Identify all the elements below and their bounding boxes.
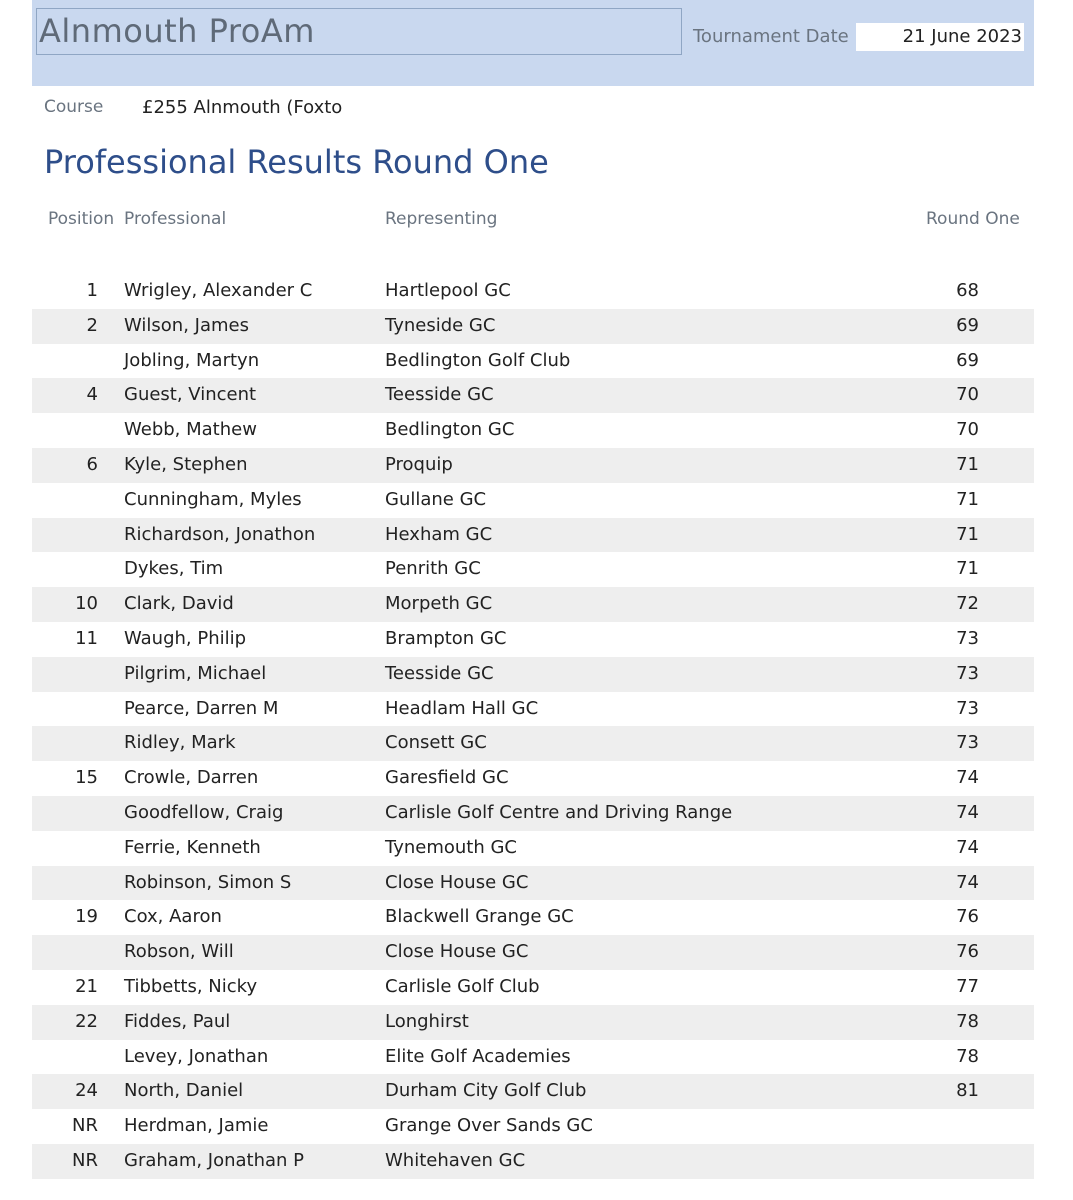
professional-cell: North, Daniel	[124, 1080, 244, 1102]
professional-cell: Webb, Mathew	[124, 419, 257, 441]
round-one-score-cell: 72	[956, 593, 979, 615]
representing-cell: Brampton GC	[385, 627, 507, 649]
round-one-score-cell: 69	[956, 314, 979, 336]
tournament-date-label: Tournament Date	[693, 26, 849, 47]
table-row	[32, 692, 1034, 727]
round-one-score-cell: 81	[956, 1080, 979, 1102]
representing-cell: Elite Golf Academies	[385, 1045, 571, 1067]
professional-cell: Levey, Jonathan	[124, 1045, 269, 1067]
position-cell: 22	[75, 1010, 98, 1032]
representing-cell: Hexham GC	[385, 523, 493, 545]
representing-cell: Penrith GC	[385, 558, 481, 580]
round-one-score-cell: 70	[956, 384, 979, 406]
professional-cell: Cox, Aaron	[124, 906, 222, 928]
table-row	[32, 552, 1034, 587]
representing-cell: Carlisle Golf Centre and Driving Range	[385, 801, 733, 823]
representing-cell: Durham City Golf Club	[385, 1080, 587, 1102]
position-cell: 19	[75, 906, 98, 928]
table-row	[32, 622, 1034, 657]
professional-cell: Kyle, Stephen	[124, 453, 248, 475]
position-cell: 21	[75, 975, 98, 997]
table-row	[32, 726, 1034, 761]
table-row	[32, 587, 1034, 622]
table-row	[32, 796, 1034, 831]
position-cell: NR	[72, 1149, 98, 1171]
representing-cell: Morpeth GC	[385, 593, 493, 615]
course-field[interactable]: £255 Alnmouth (Foxto	[142, 97, 343, 118]
table-row	[32, 831, 1034, 866]
round-one-score-cell: 73	[956, 697, 979, 719]
representing-cell: Garesfield GC	[385, 767, 509, 789]
professional-cell: Crowle, Darren	[124, 767, 259, 789]
representing-cell: Tyneside GC	[385, 314, 496, 336]
round-one-score-cell: 71	[956, 523, 979, 545]
table-row	[32, 274, 1034, 309]
professional-cell: Ferrie, Kenneth	[124, 836, 261, 858]
table-row	[32, 761, 1034, 796]
position-cell: 10	[75, 593, 98, 615]
round-one-score-cell: 71	[956, 488, 979, 510]
representing-cell: Hartlepool GC	[385, 280, 511, 301]
table-row	[32, 1074, 1034, 1109]
round-one-score-cell: 73	[956, 627, 979, 649]
position-cell: 6	[86, 453, 98, 475]
representing-cell: Bedlington Golf Club	[385, 349, 571, 371]
position-cell: 15	[75, 767, 98, 789]
column-header-representing: Representing	[385, 209, 498, 229]
round-one-score-cell: 68	[956, 280, 979, 301]
representing-cell: Teesside GC	[385, 384, 494, 406]
representing-cell: Teesside GC	[385, 662, 494, 684]
representing-cell: Carlisle Golf Club	[385, 975, 540, 997]
table-row	[32, 518, 1034, 553]
representing-cell: Whitehaven GC	[385, 1149, 526, 1171]
professional-cell: Wrigley, Alexander C	[124, 280, 313, 301]
professional-cell: Guest, Vincent	[124, 384, 257, 406]
round-one-score-cell: 69	[956, 349, 979, 371]
round-one-score-cell: 76	[956, 906, 979, 928]
position-cell: 24	[75, 1080, 98, 1102]
round-one-score-cell: 70	[956, 419, 979, 441]
position-cell: 2	[86, 314, 98, 336]
representing-cell: Bedlington GC	[385, 419, 515, 441]
round-one-score-cell: 74	[956, 767, 979, 789]
professional-cell: Wilson, James	[124, 314, 249, 336]
table-row	[32, 413, 1034, 448]
table-row	[32, 1005, 1034, 1040]
professional-cell: Robinson, Simon S	[124, 871, 292, 893]
table-row	[32, 378, 1034, 413]
round-one-score-cell: 74	[956, 801, 979, 823]
representing-cell: Headlam Hall GC	[385, 697, 539, 719]
table-row	[32, 935, 1034, 970]
table-row	[32, 344, 1034, 379]
round-one-score-cell: 74	[956, 836, 979, 858]
round-one-score-cell: 71	[956, 558, 979, 580]
professional-cell: Robson, Will	[124, 941, 234, 963]
round-one-score-cell: 71	[956, 453, 979, 475]
professional-cell: Fiddes, Paul	[124, 1010, 231, 1032]
table-row	[32, 483, 1034, 518]
professional-cell: Herdman, Jamie	[124, 1115, 269, 1137]
professional-cell: Pilgrim, Michael	[124, 662, 267, 684]
position-cell: 4	[86, 384, 98, 406]
professional-cell: Pearce, Darren M	[124, 697, 279, 719]
representing-cell: Blackwell Grange GC	[385, 906, 574, 928]
table-row	[32, 657, 1034, 692]
table-row	[32, 866, 1034, 901]
round-one-score-cell: 74	[956, 871, 979, 893]
table-row	[32, 970, 1034, 1005]
professional-cell: Tibbetts, Nicky	[124, 975, 258, 997]
round-one-score-cell: 78	[956, 1045, 979, 1067]
professional-cell: Goodfellow, Craig	[124, 801, 284, 823]
representing-cell: Close House GC	[385, 941, 529, 963]
representing-cell: Proquip	[385, 453, 453, 475]
representing-cell: Tynemouth GC	[385, 836, 517, 858]
round-one-score-cell: 73	[956, 662, 979, 684]
professional-cell: Dykes, Tim	[124, 558, 224, 580]
results-table	[32, 274, 1034, 1179]
table-row	[32, 448, 1034, 483]
professional-cell: Richardson, Jonathon	[124, 523, 316, 545]
table-row	[32, 1144, 1034, 1179]
representing-cell: Grange Over Sands GC	[385, 1115, 593, 1137]
tournament-date-field[interactable]: 21 June 2023	[856, 23, 1024, 51]
representing-cell: Close House GC	[385, 871, 529, 893]
professional-cell: Clark, David	[124, 593, 234, 615]
professional-cell: Waugh, Philip	[124, 627, 247, 649]
table-row	[32, 900, 1034, 935]
table-row	[32, 309, 1034, 344]
column-header-round-one: Round One	[926, 209, 1020, 229]
column-header-professional: Professional	[124, 209, 227, 229]
round-one-score-cell: 73	[956, 732, 979, 754]
representing-cell: Gullane GC	[385, 488, 487, 510]
professional-cell: Ridley, Mark	[124, 732, 236, 754]
position-cell: NR	[72, 1115, 98, 1137]
professional-cell: Cunningham, Myles	[124, 488, 302, 510]
tournament-title-field[interactable]: Alnmouth ProAm	[36, 8, 682, 55]
round-one-score-cell: 77	[956, 975, 979, 997]
column-header-position: Position	[48, 209, 115, 229]
report-title: Professional Results Round One	[44, 143, 549, 181]
professional-cell: Jobling, Martyn	[124, 349, 260, 371]
professional-cell: Graham, Jonathan P	[124, 1149, 305, 1171]
round-one-score-cell: 76	[956, 941, 979, 963]
table-row	[32, 1109, 1034, 1144]
round-one-score-cell: 78	[956, 1010, 979, 1032]
representing-cell: Longhirst	[385, 1010, 469, 1032]
course-label: Course	[44, 97, 104, 117]
position-cell: 11	[75, 627, 98, 649]
table-row	[32, 1040, 1034, 1075]
representing-cell: Consett GC	[385, 732, 487, 754]
position-cell: 1	[86, 280, 98, 301]
